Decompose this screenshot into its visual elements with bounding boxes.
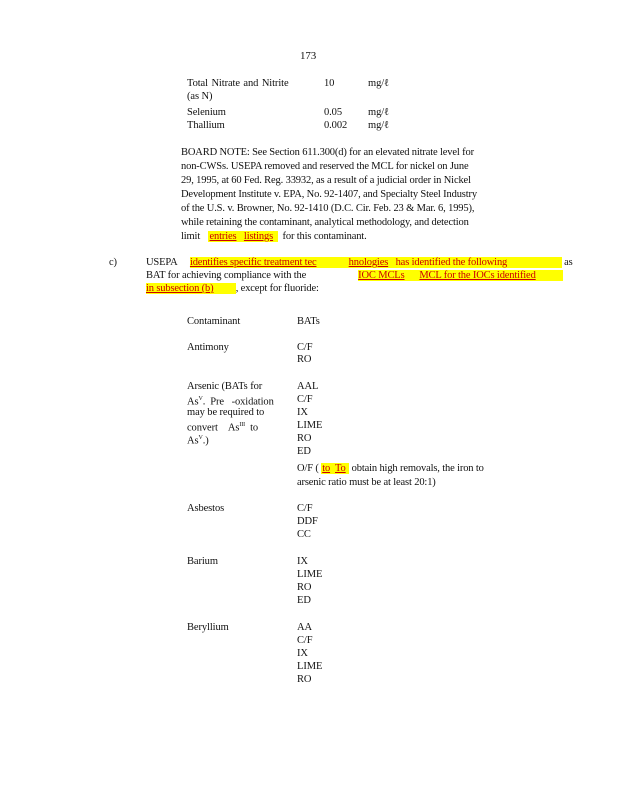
deleted-text: identifies specific treatment tec bbox=[189, 257, 317, 268]
arsenic-of-note bbox=[297, 462, 484, 476]
contaminant-barium: Barium bbox=[187, 556, 218, 567]
bat-item: IX bbox=[297, 556, 308, 567]
highlighted-change bbox=[190, 257, 562, 268]
bat-item: ED bbox=[297, 446, 311, 457]
mcl-row-nitrate-name: Total Nitrate and Nitrite bbox=[187, 78, 289, 89]
mcl-row-selenium-value: 0.05 bbox=[324, 107, 342, 118]
highlighted-change bbox=[146, 283, 236, 294]
subsection-c-line-1 bbox=[146, 256, 573, 270]
mcl-row-thallium-name: Thallium bbox=[187, 120, 225, 131]
mcl-row-nitrate-name-cont: (as N) bbox=[187, 91, 213, 102]
mcl-row-selenium-unit: mg/ℓ bbox=[368, 107, 389, 118]
bat-item: ED bbox=[297, 595, 311, 606]
bat-item: C/F bbox=[297, 394, 313, 405]
subsection-c-text: as bbox=[564, 257, 573, 268]
board-note-line: of the U.S. v. Browner, No. 92-1410 (D.C. Cir. Feb. 23 & Mar. 6, 1995), bbox=[181, 203, 475, 214]
mcl-row-selenium-name: Selenium bbox=[187, 107, 226, 118]
bat-item: RO bbox=[297, 582, 312, 593]
bat-item: DDF bbox=[297, 516, 318, 527]
bat-item: IX bbox=[297, 648, 308, 659]
subsection-c-text: USEPA bbox=[146, 257, 178, 268]
board-note-line: non-CWSs. USEPA removed and reserved the MCL for nickel on June bbox=[181, 161, 469, 172]
deleted-text: entries bbox=[209, 231, 237, 242]
bat-item: C/F bbox=[297, 503, 313, 514]
mcl-row-thallium-value: 0.002 bbox=[324, 120, 348, 131]
highlighted-change bbox=[358, 270, 563, 281]
deleted-text: IOC MCLs bbox=[358, 270, 405, 281]
inserted-text: in subsection (b) bbox=[146, 283, 214, 294]
contaminant-beryllium: Beryllium bbox=[187, 622, 229, 633]
bat-header-contaminant: Contaminant bbox=[187, 316, 241, 327]
arsenic-of-note-line-2: arsenic ratio must be at least 20:1) bbox=[297, 477, 436, 488]
board-note-last-line bbox=[181, 230, 367, 244]
note-text: O/F ( bbox=[297, 463, 319, 474]
inserted-text: MCL for the IOCs identified bbox=[419, 270, 536, 281]
inserted-text: To bbox=[335, 463, 346, 474]
board-note-line: Development Institute v. EPA, No. 92-1407, and Specialty Steel Industry bbox=[181, 189, 477, 200]
board-note-limit: limit bbox=[181, 231, 201, 242]
arsenic-name-text: Arsenic (BATs for bbox=[187, 381, 263, 392]
contaminant-arsenic-line: $As^V$.) bbox=[187, 435, 209, 447]
subsection-marker: c) bbox=[109, 257, 117, 268]
bat-item: AA bbox=[297, 622, 312, 633]
board-note-line: 29, 1995, at 60 Fed. Reg. 33932, as a result of a judicial order in Nickel bbox=[181, 175, 471, 186]
board-note-line: BOARD NOTE: See Section 611.300(d) for an elevated nitrate level for bbox=[181, 147, 474, 158]
mcl-row-nitrate-value: 10 bbox=[324, 78, 335, 89]
contaminant-asbestos: Asbestos bbox=[187, 503, 225, 514]
bat-item: LIME bbox=[297, 661, 323, 672]
inserted-text: has identified the following bbox=[395, 257, 508, 268]
mcl-row-thallium-unit: mg/ℓ bbox=[368, 120, 389, 131]
board-note-suffix: for this contaminant. bbox=[282, 231, 367, 242]
contaminant-antimony: Antimony bbox=[187, 342, 229, 353]
mcl-row-nitrate-unit: mg/ℓ bbox=[368, 78, 389, 89]
bat-item: IX bbox=[297, 407, 308, 418]
highlighted-change bbox=[321, 463, 349, 474]
highlighted-change bbox=[208, 231, 278, 242]
contaminant-arsenic-line: $As^V$. Pre -oxidation bbox=[187, 396, 274, 408]
page-number: 173 bbox=[300, 50, 317, 62]
bat-item: RO bbox=[297, 433, 312, 444]
deleted-text: to bbox=[322, 463, 331, 474]
subsection-c-text: , except for fluoride: bbox=[235, 283, 319, 294]
bat-item: C/F bbox=[297, 342, 313, 353]
contaminant-arsenic-line: may be required to bbox=[187, 407, 265, 418]
bat-item: RO bbox=[297, 354, 312, 365]
board-note-line: while retaining the contaminant, analytical methodology, and detection bbox=[181, 217, 469, 228]
bat-item: RO bbox=[297, 674, 312, 685]
bat-item: C/F bbox=[297, 635, 313, 646]
contaminant-arsenic-line bbox=[187, 380, 262, 393]
subsection-c-line-2 bbox=[146, 269, 563, 283]
bat-item: LIME bbox=[297, 420, 323, 431]
note-text: obtain high removals, the iron to bbox=[349, 463, 484, 474]
deleted-text: hnologies bbox=[348, 257, 389, 268]
bat-item: LIME bbox=[297, 569, 323, 580]
bat-item: CC bbox=[297, 529, 311, 540]
subsection-c-text: BAT for achieving compliance with the bbox=[146, 270, 307, 281]
inserted-text: listings bbox=[243, 231, 274, 242]
bat-header-bats: BATs bbox=[297, 316, 320, 327]
subsection-c-line-3 bbox=[146, 282, 319, 296]
contaminant-arsenic-line: convert $As^{III}$ to bbox=[187, 422, 259, 434]
bat-item: AAL bbox=[297, 381, 319, 392]
